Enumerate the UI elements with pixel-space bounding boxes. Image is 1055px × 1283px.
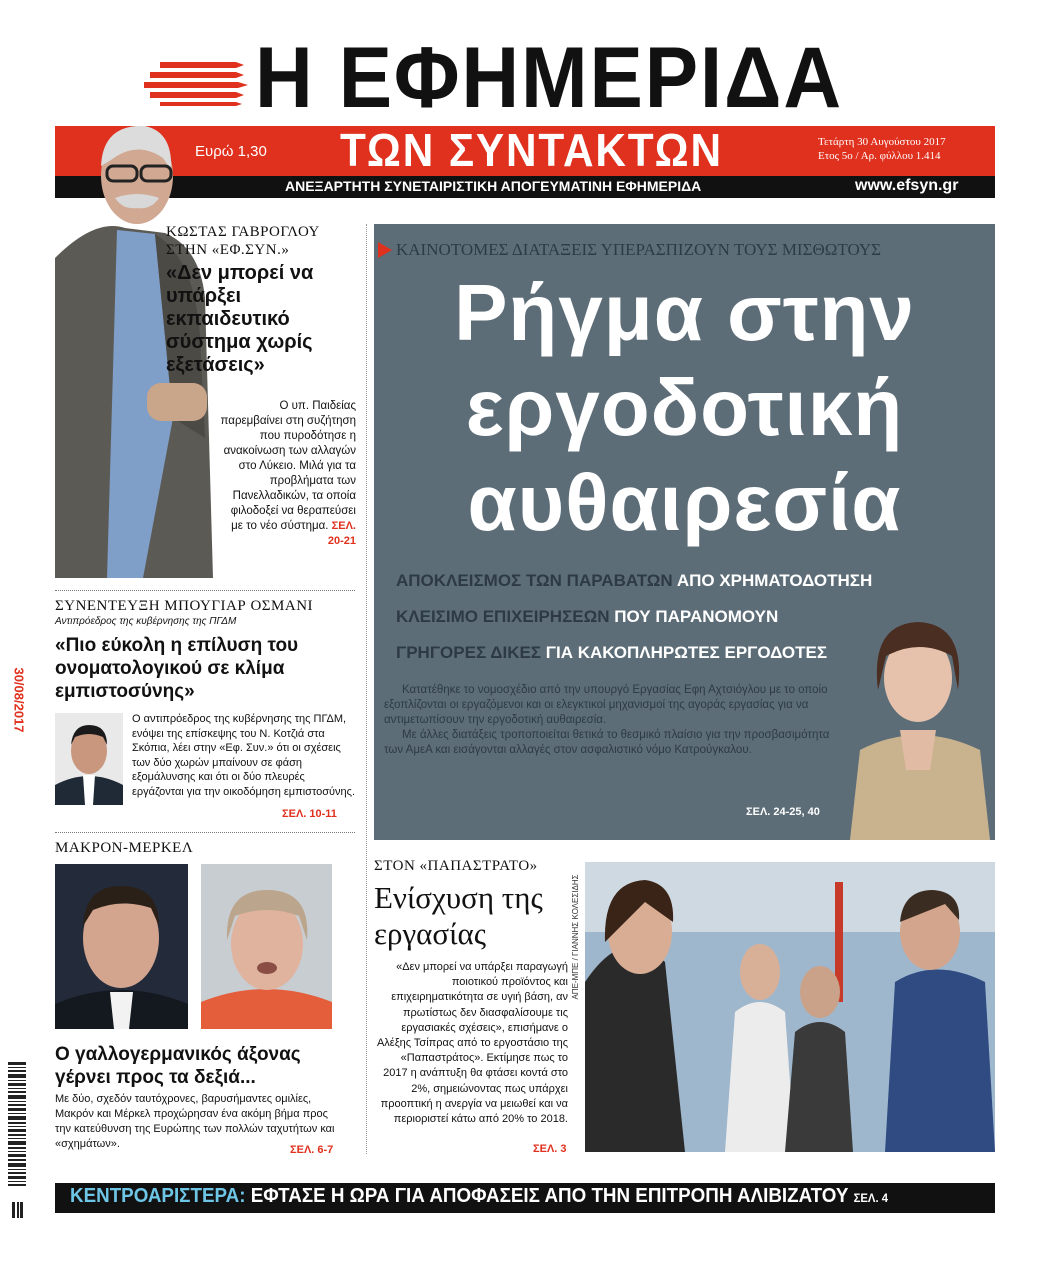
bottom-banner-text[interactable] [70, 1185, 888, 1208]
main-headline-line-2: εργοδοτική [465, 363, 904, 452]
gavroglou-kicker [166, 223, 320, 259]
deck-1-dark: ΑΠΟΚΛΕΙΣΜΟΣ ΤΩΝ ΠΑΡΑΒΑΤΩΝ [396, 571, 673, 590]
bottom-banner-headline: ΕΦΤΑΣΕ Η ΩΡΑ ΓΙΑ ΑΠΟΦΑΣΕΙΣ ΑΠΟ ΤΗΝ ΕΠΙΤΡΟΠΗ ΑΛΙΒΙΖΑΤΟΥ [250, 1185, 849, 1207]
merkel-photo [201, 864, 332, 1029]
deck-3-dark: ΓΡΗΓΟΡΕΣ ΔΙΚΕΣ [396, 643, 542, 662]
main-story-paragraph-2: Με άλλες διατάξεις τροποποιείται θετικά το θεσμικό πλαίσιο για την προσβασιμότητα των ΑμεΑ και εισάγονται αλλαγές στον ασφαλιστικό νόμο Κατρούγκαλου. [384, 729, 830, 756]
papastratos-headline[interactable]: Ενίσχυση της εργασίας [374, 880, 543, 951]
macron-photo [55, 864, 188, 1029]
papastratos-body: «Δεν μπορεί να υπάρξει παραγωγή ποιοτικού προϊόντος και επιχειρηματικότητα σε υγιή βάση, αν πρωτίστως δεν διασφαλίσουμε τις εργασιακές σχέσεις», επισήμανε ο Αλέξης Τσίπρας από το εργοστάσιο της «Παπαστράτος». Εκτίμησε πως το 2017 η ανάπτυξη θα φτάσει κοντά στο 2%, σημειώνοντας πως υπάρχει προοπτική η ανεργία να μειωθεί και να περιοριστεί κάτω από 20% το 2018. [376, 961, 568, 1126]
macron-merkel-headline[interactable]: Ο γαλλογερμανικός άξονας γέρνει προς τα δεξιά... [55, 1044, 301, 1088]
barcode-icon [8, 1062, 26, 1232]
gavroglou-body [216, 399, 356, 549]
papastratos-kicker: ΣΤΟΝ «ΠΑΠΑΣΤΡΑΤΟ» [374, 858, 538, 874]
deck-2-light: ΠΟΥ ΠΑΡΑΝΟΜΟΥΝ [614, 607, 779, 626]
section-divider [55, 832, 355, 833]
main-story-page-ref[interactable]: ΣΕΛ. 24-25, 40 [746, 806, 820, 818]
main-story-paragraph-1: Κατατέθηκε το νομοσχέδιο από την υπουργό Εργασίας Εφη Αχτσιόγλου με το οποίο εξοπλίζονται οι εργαζόμενοι και οι ελεγκτικοί μηχανισμοί της αγοράς εργασίας για να αντιμετωπίσουν την εργοδοτική αυθαιρεσία. [384, 684, 828, 726]
photo-credit [568, 862, 584, 1012]
macron-merkel-page-ref[interactable]: ΣΕΛ. 6-7 [290, 1144, 334, 1156]
issue-date: Τετάρτη 30 Αυγούστου 2017 [818, 136, 946, 148]
deck-line-3 [396, 643, 827, 663]
osmani-photo [55, 713, 123, 805]
main-story-headline[interactable] [374, 265, 995, 550]
osmani-headline[interactable]: «Πιο εύκολη η επίλυση του ονοματολογικού σε κλίμα εμπιστοσύνης» [55, 635, 299, 702]
triangle-marker-icon [378, 242, 392, 258]
deck-3-light: ΓΙΑ ΚΑΚΟΠΛΗΡΩΤΕΣ ΕΡΓΟΔΟΤΕΣ [545, 643, 828, 662]
masthead-title: Η ΕΦΗΜΕΡΙΔΑ [255, 30, 843, 126]
bottom-banner-page-ref: ΣΕΛ. 4 [853, 1191, 889, 1205]
masthead-subtitle: ΤΩΝ ΣΥΝΤΑΚΤΩΝ [340, 124, 723, 176]
column-divider [366, 224, 367, 1154]
side-date-text: 30/08/2017 [11, 667, 27, 733]
section-divider [55, 590, 355, 591]
osmani-kicker: ΣΥΝΕΝΤΕΥΞΗ ΜΠΟΥΓΙΑΡ ΟΣΜΑΝΙ [55, 598, 314, 614]
deck-2-dark: ΚΛΕΙΣΙΜΟ ΕΠΙΧΕΙΡΗΣΕΩΝ [396, 607, 610, 626]
masthead [140, 30, 900, 126]
osmani-body: Ο αντιπρόεδρος της κυβέρνησης της ΠΓΔΜ, ενόψει της επίσκεψης του Ν. Κοτζιά στα Σκόπια, λέει στην «Εφ. Συν.» ότι οι σχέσεις των δύο χωρών μπαίνουν σε φάση εξομάλυνσης και ότι οι δύο πλευρές εργάζονται για την οικοδόμηση εμπιστοσύνης. [132, 713, 356, 798]
osmani-role: Αντιπρόεδρος της κυβέρνησης της ΠΓΔΜ [55, 616, 237, 627]
side-date [4, 650, 32, 750]
macron-merkel-body: Με δύο, σχεδόν ταυτόχρονες, βαρυσήμαντες ομιλίες, Μακρόν και Μέρκελ προχώρησαν ένα ακόμη βήμα προς την κατεύθυνση της Ευρώπης των πολλών ταχυτήτων και «σχημάτων». [55, 1093, 335, 1150]
main-story-body [384, 683, 834, 758]
main-story-kicker: ΚΑΙΝΟΤΟΜΕΣ ΔΙΑΤΑΞΕΙΣ ΥΠΕΡΑΣΠΙΖΟΥΝ ΤΟΥΣ ΜΙΣΘΩΤΟΥΣ [396, 240, 882, 259]
speed-lines-logo-icon [140, 56, 252, 106]
photo-credit-text: ΑΠΕ-ΜΠΕ / ΓΙΑΝΝΗΣ ΚΟΛΕΣΙΔΗΣ [571, 874, 581, 1000]
gavroglou-page-ref[interactable]: ΣΕΛ. 20-21 [327, 520, 356, 547]
price: Ευρώ 1,30 [195, 143, 267, 160]
issue-info [818, 135, 946, 163]
macron-merkel-kicker: ΜΑΚΡΟΝ-ΜΕΡΚΕΛ [55, 840, 194, 856]
gavroglou-body-text: Ο υπ. Παιδείας παρεμβαίνει στη συζήτηση που πυροδότησε η ανακοίνωση των αλλαγών στο Λύκειο. Μιλά για τα προβλήματα των Πανελλαδικών, τα οποία φιλοδοξεί να θεραπεύσει με το νέο σύστημα. [220, 400, 356, 532]
deck-line-1 [396, 571, 872, 591]
papastratos-page-ref[interactable]: ΣΕΛ. 3 [533, 1143, 567, 1155]
gavroglou-headline[interactable]: «Δεν μπορεί να υπάρξει εκπαιδευτικό σύστημα χωρίς εξετάσεις» [166, 262, 314, 376]
gavroglou-kicker-source: ΣΤΗΝ «ΕΦ.ΣΥΝ.» [166, 242, 290, 258]
masthead-tagline: ΑΝΕΞΑΡΤΗΤΗ ΣΥΝΕΤΑΙΡΙΣΤΙΚΗ ΑΠΟΓΕΥΜΑΤΙΝΗ ΕΦΗΜΕΡΙΔΑ [285, 178, 702, 194]
achtsioglou-photo [840, 600, 995, 840]
website-link[interactable]: www.efsyn.gr [855, 177, 959, 194]
deck-1-light: ΑΠΟ ΧΡΗΜΑΤΟΔΟΤΗΣΗ [676, 571, 873, 590]
main-headline-line-3: αυθαιρεσία [467, 458, 902, 547]
tsipras-factory-photo [585, 862, 995, 1152]
gavroglou-kicker-name: ΚΩΣΤΑΣ ΓΑΒΡΟΓΛΟΥ [166, 224, 320, 240]
main-headline-line-1: Ρήγμα στην [454, 268, 915, 357]
deck-line-2 [396, 607, 778, 627]
bottom-banner-lead: ΚΕΝΤΡΟΑΡΙΣΤΕΡΑ: [70, 1185, 246, 1207]
issue-number: Ετος 5ο / Αρ. φύλλου 1.414 [818, 150, 941, 162]
osmani-page-ref[interactable]: ΣΕΛ. 10-11 [282, 808, 337, 820]
